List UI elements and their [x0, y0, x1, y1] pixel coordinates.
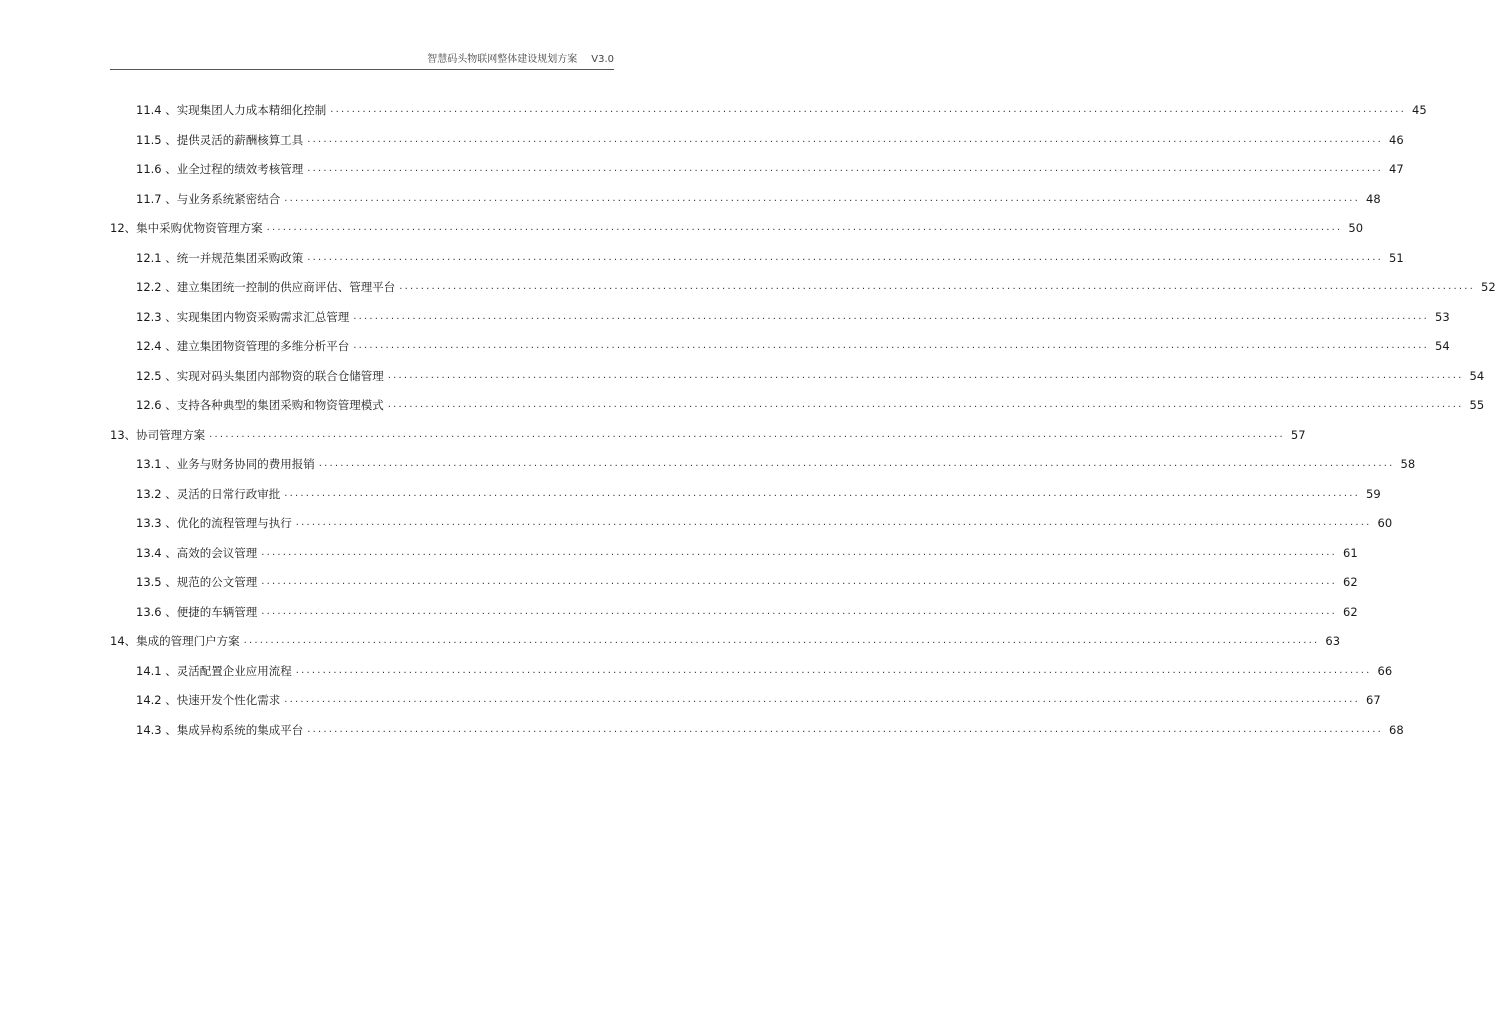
toc-entry-title: 12.4 、建立集团物资管理的多维分析平台 — [136, 339, 350, 353]
toc-entry-page: 59 — [1366, 486, 1381, 501]
toc-entry[interactable] — [136, 692, 1381, 708]
toc-dot-leader: ........................................................................................................................................................................................................ — [209, 428, 1285, 440]
toc-entry[interactable] — [136, 663, 1393, 679]
toc-entry-title: 13.1 、业务与财务协同的费用报销 — [136, 457, 315, 471]
toc-entry-page: 58 — [1400, 457, 1416, 471]
toc-entry[interactable] — [136, 604, 1358, 620]
toc-dot-leader: ........................................................................................................................................................................................................ — [353, 340, 1430, 351]
toc-dot-leader: ........................................................................................................................................................................................................ — [307, 163, 1384, 174]
toc-entry[interactable] — [136, 368, 1485, 384]
toc-dot-leader: ........................................................................................................................................................................................................ — [261, 605, 1338, 617]
toc-entry-title: 11.6 、业全过程的绩效考核管理 — [136, 162, 304, 176]
toc-entry[interactable] — [136, 486, 1381, 502]
toc-entry-title: 13.3 、优化的流程管理与执行 — [136, 516, 292, 530]
toc-entry-page: 68 — [1389, 722, 1404, 737]
toc-entry[interactable] — [110, 427, 1306, 443]
toc-entry[interactable] — [136, 397, 1485, 413]
toc-dot-leader: ........................................................................................................................................................................................................ — [284, 694, 1361, 705]
toc-entry-page: 51 — [1389, 250, 1404, 265]
toc-entry-page: 61 — [1343, 545, 1358, 560]
toc-entry[interactable] — [136, 545, 1358, 561]
toc-entry-page: 45 — [1412, 103, 1427, 117]
toc-entry[interactable] — [136, 161, 1404, 177]
toc-dot-leader: ........................................................................................................................................................................................................ — [261, 546, 1338, 558]
toc-entry-title: 12.5 、实现对码头集团内部物资的联合仓储管理 — [136, 368, 384, 383]
toc-dot-leader: ........................................................................................................................................................................................................ — [266, 222, 1343, 233]
toc-entry-title: 13.6 、便捷的车辆管理 — [136, 604, 258, 619]
toc-dot-leader: ........................................................................................................................................................................................................ — [284, 192, 1361, 204]
toc-dot-leader: ........................................................................................................................................................................................................ — [353, 310, 1430, 322]
toc-entry-title: 13、协司管理方案 — [110, 427, 206, 442]
toc-entry-page: 54 — [1435, 339, 1450, 353]
toc-entry-title: 14.1 、灵活配置企业应用流程 — [136, 663, 292, 678]
toc-dot-leader: ........................................................................................................................................................................................................ — [243, 635, 1320, 646]
toc-entry-page: 46 — [1389, 132, 1404, 147]
toc-entry-page: 55 — [1469, 398, 1485, 412]
toc-entry-title: 14.3 、集成异构系统的集成平台 — [136, 722, 304, 737]
toc-entry[interactable] — [136, 191, 1381, 207]
toc-entry[interactable] — [136, 102, 1427, 118]
toc-entry[interactable] — [136, 250, 1404, 266]
toc-entry-page: 48 — [1366, 191, 1381, 206]
toc-entry-page: 63 — [1325, 634, 1341, 648]
toc-entry-title: 12.3 、实现集团内物资采购需求汇总管理 — [136, 309, 350, 324]
toc-entry-title: 13.4 、高效的会议管理 — [136, 545, 258, 560]
toc-entry-title: 11.7 、与业务系统紧密结合 — [136, 191, 281, 206]
toc-entry[interactable] — [136, 338, 1450, 354]
toc-entry-title: 13.2 、灵活的日常行政审批 — [136, 486, 281, 501]
header-rule — [110, 69, 614, 70]
toc-entry-page: 47 — [1389, 162, 1404, 176]
toc-dot-leader: ........................................................................................................................................................................................................ — [318, 458, 1395, 469]
toc-entry-page: 60 — [1377, 516, 1393, 530]
toc-entry-title: 12.6 、支持各种典型的集团采购和物资管理模式 — [136, 398, 384, 412]
toc-entry-title: 14.2 、快速开发个性化需求 — [136, 693, 281, 707]
toc-entry-title: 11.5 、提供灵活的薪酬核算工具 — [136, 132, 304, 147]
toc-entry-page: 57 — [1290, 427, 1306, 442]
toc-entry[interactable] — [136, 456, 1416, 472]
toc-dot-leader: ........................................................................................................................................................................................................ — [261, 576, 1338, 587]
toc-entry-page: 54 — [1469, 368, 1485, 383]
toc-dot-leader: ........................................................................................................................................................................................................ — [295, 517, 1372, 528]
toc-entry-page: 66 — [1377, 663, 1393, 678]
toc-entry[interactable] — [136, 309, 1450, 325]
toc-entry-page: 50 — [1348, 221, 1364, 235]
toc-entry-page: 52 — [1481, 280, 1496, 294]
page-header — [110, 50, 614, 65]
toc-entry-page: 53 — [1435, 309, 1450, 324]
toc-entry-page: 67 — [1366, 693, 1381, 707]
toc-entry-title: 12.1 、统一并规范集团采购政策 — [136, 250, 304, 265]
toc-entry[interactable] — [136, 279, 1496, 295]
header-title: 智慧码头物联网整体建设规划方案 — [427, 54, 578, 65]
toc-entry[interactable] — [136, 722, 1404, 738]
toc-entry[interactable] — [136, 515, 1393, 531]
toc-entry-page: 62 — [1343, 604, 1358, 619]
toc-dot-leader: ........................................................................................................................................................................................................ — [284, 487, 1361, 499]
toc-entry[interactable] — [136, 574, 1358, 590]
toc-dot-leader: ........................................................................................................................................................................................................ — [330, 104, 1407, 115]
toc-entry-title: 14、集成的管理门户方案 — [110, 634, 240, 648]
toc-dot-leader: ........................................................................................................................................................................................................ — [295, 664, 1372, 676]
toc-dot-leader: ........................................................................................................................................................................................................ — [307, 723, 1384, 735]
header-version: V3.0 — [591, 54, 614, 65]
toc-entry-page: 62 — [1343, 575, 1358, 589]
toc-entry-title: 11.4 、实现集团人力成本精细化控制 — [136, 103, 327, 117]
toc-dot-leader: ........................................................................................................................................................................................................ — [399, 281, 1476, 292]
toc-dot-leader: ........................................................................................................................................................................................................ — [387, 399, 1464, 410]
toc-dot-leader: ........................................................................................................................................................................................................ — [307, 251, 1384, 263]
toc-entry[interactable] — [136, 132, 1404, 148]
toc-entry[interactable] — [110, 220, 1364, 236]
toc-dot-leader: ........................................................................................................................................................................................................ — [307, 133, 1384, 145]
toc-entry-title: 12.2 、建立集团统一控制的供应商评估、管理平台 — [136, 280, 396, 294]
toc-entry[interactable] — [110, 633, 1341, 649]
toc-dot-leader: ........................................................................................................................................................................................................ — [387, 369, 1464, 381]
toc-entry-title: 12、集中采购优物资管理方案 — [110, 221, 263, 235]
toc-entry-title: 13.5 、规范的公文管理 — [136, 575, 258, 589]
